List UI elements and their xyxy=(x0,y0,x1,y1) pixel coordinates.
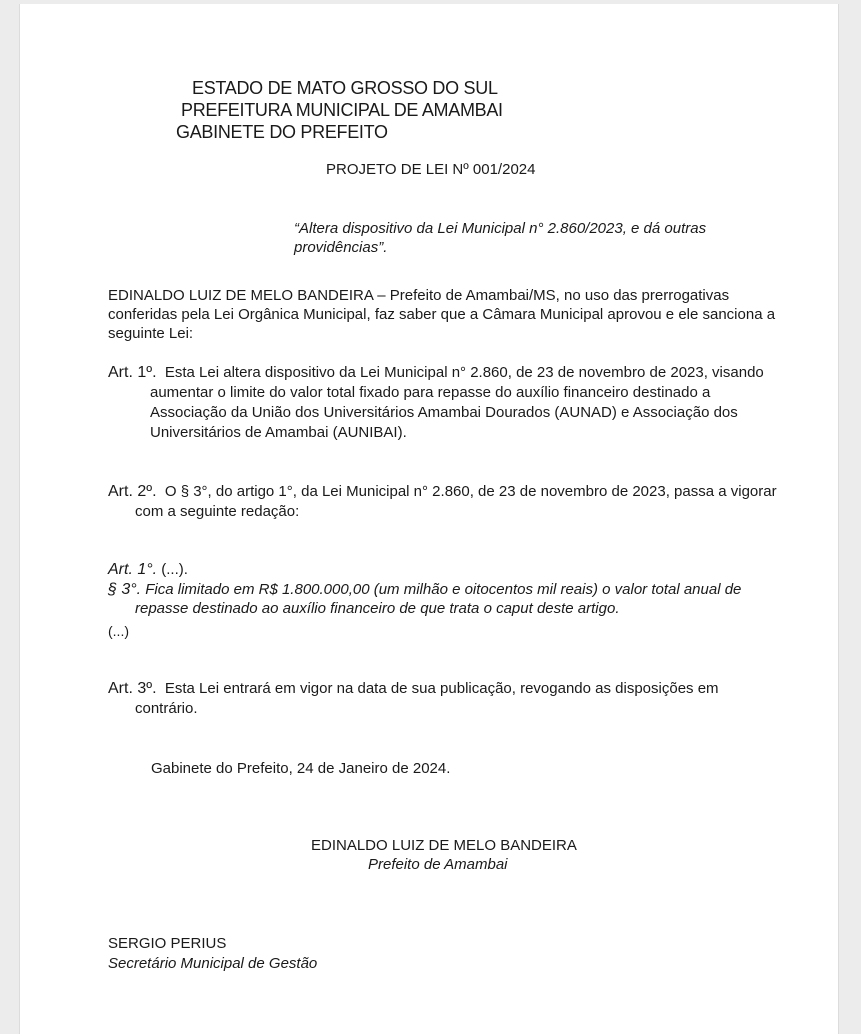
art1-text: Esta Lei altera dispositivo da Lei Municipal n° 2.860, de 23 de novembro de 2023, visando xyxy=(164,364,764,381)
signature-1-role: Prefeito de Amambai xyxy=(368,856,508,873)
signature-1-name: EDINALDO LUIZ DE MELO BANDEIRA xyxy=(311,837,577,854)
art1-line-1 xyxy=(108,363,764,383)
preamble-name: EDINALDO LUIZ DE MELO BANDEIRA xyxy=(108,287,374,304)
art1-line-4: Universitários de Amambai (AUNIBAI). xyxy=(150,424,407,441)
project-title: PROJETO DE LEI Nº 001/2024 xyxy=(326,161,536,178)
preamble-line-2: conferidas pela Lei Orgânica Municipal, faz saber que a Câmara Municipal aprovou e ele sanciona a xyxy=(108,306,776,323)
art3-line-1 xyxy=(108,679,719,699)
art3-line-2: contrário. xyxy=(135,700,198,717)
quoted-par-text: Fica limitado em R$ 1.800.000,00 (um milhão e oitocentos mil reais) o valor total anual de xyxy=(141,581,742,598)
art2-text: O § 3°, do artigo 1°, da Lei Municipal n° 2.860, de 23 de novembro de 2023, passa a vigorar xyxy=(164,483,777,500)
header-cabinet: GABINETE DO PREFEITO xyxy=(176,122,388,142)
art2-line-2: com a seguinte redação: xyxy=(135,503,300,520)
art2-label: Art. 2º. xyxy=(108,483,157,500)
signature-2-name: SERGIO PERIUS xyxy=(108,935,227,952)
art1-label: Art. 1º. xyxy=(108,364,157,381)
art2-line-1 xyxy=(108,482,777,502)
ementa-line-2: providências”. xyxy=(294,239,388,256)
art1-line-3: Associação da União dos Universitários Amambai Dourados (AUNAD) e Associação dos xyxy=(150,404,738,421)
art1-line-2: aumentar o limite do valor total fixado para repasse do auxílio financeiro destinado a xyxy=(150,384,711,401)
quoted-art-line xyxy=(108,560,188,580)
preamble-line-1 xyxy=(108,286,729,306)
art3-label: Art. 3º. xyxy=(108,680,157,697)
quoted-ellipsis: (...) xyxy=(108,623,129,639)
art3-text: Esta Lei entrará em vigor na data de sua publicação, revogando as disposições em xyxy=(164,680,719,697)
header-prefecture: PREFEITURA MUNICIPAL DE AMAMBAI xyxy=(181,100,503,120)
preamble-text: – Prefeito de Amambai/MS, no uso das prerrogativas xyxy=(373,287,730,304)
quoted-par-label: § 3°. xyxy=(108,581,142,598)
quoted-art-text: (...). xyxy=(157,561,188,578)
preamble-line-3: seguinte Lei: xyxy=(108,325,194,342)
header-state: ESTADO DE MATO GROSSO DO SUL xyxy=(192,78,498,98)
quoted-art-label: Art. 1°. xyxy=(108,561,158,578)
date-line: Gabinete do Prefeito, 24 de Janeiro de 2024. xyxy=(151,760,451,777)
ementa-line-1: “Altera dispositivo da Lei Municipal n° 2.860/2023, e dá outras xyxy=(294,220,707,237)
quoted-par-line-2: repasse destinado ao auxílio financeiro de que trata o caput deste artigo. xyxy=(135,600,620,617)
quoted-par-line-1 xyxy=(108,580,741,600)
signature-2-role: Secretário Municipal de Gestão xyxy=(108,955,318,972)
